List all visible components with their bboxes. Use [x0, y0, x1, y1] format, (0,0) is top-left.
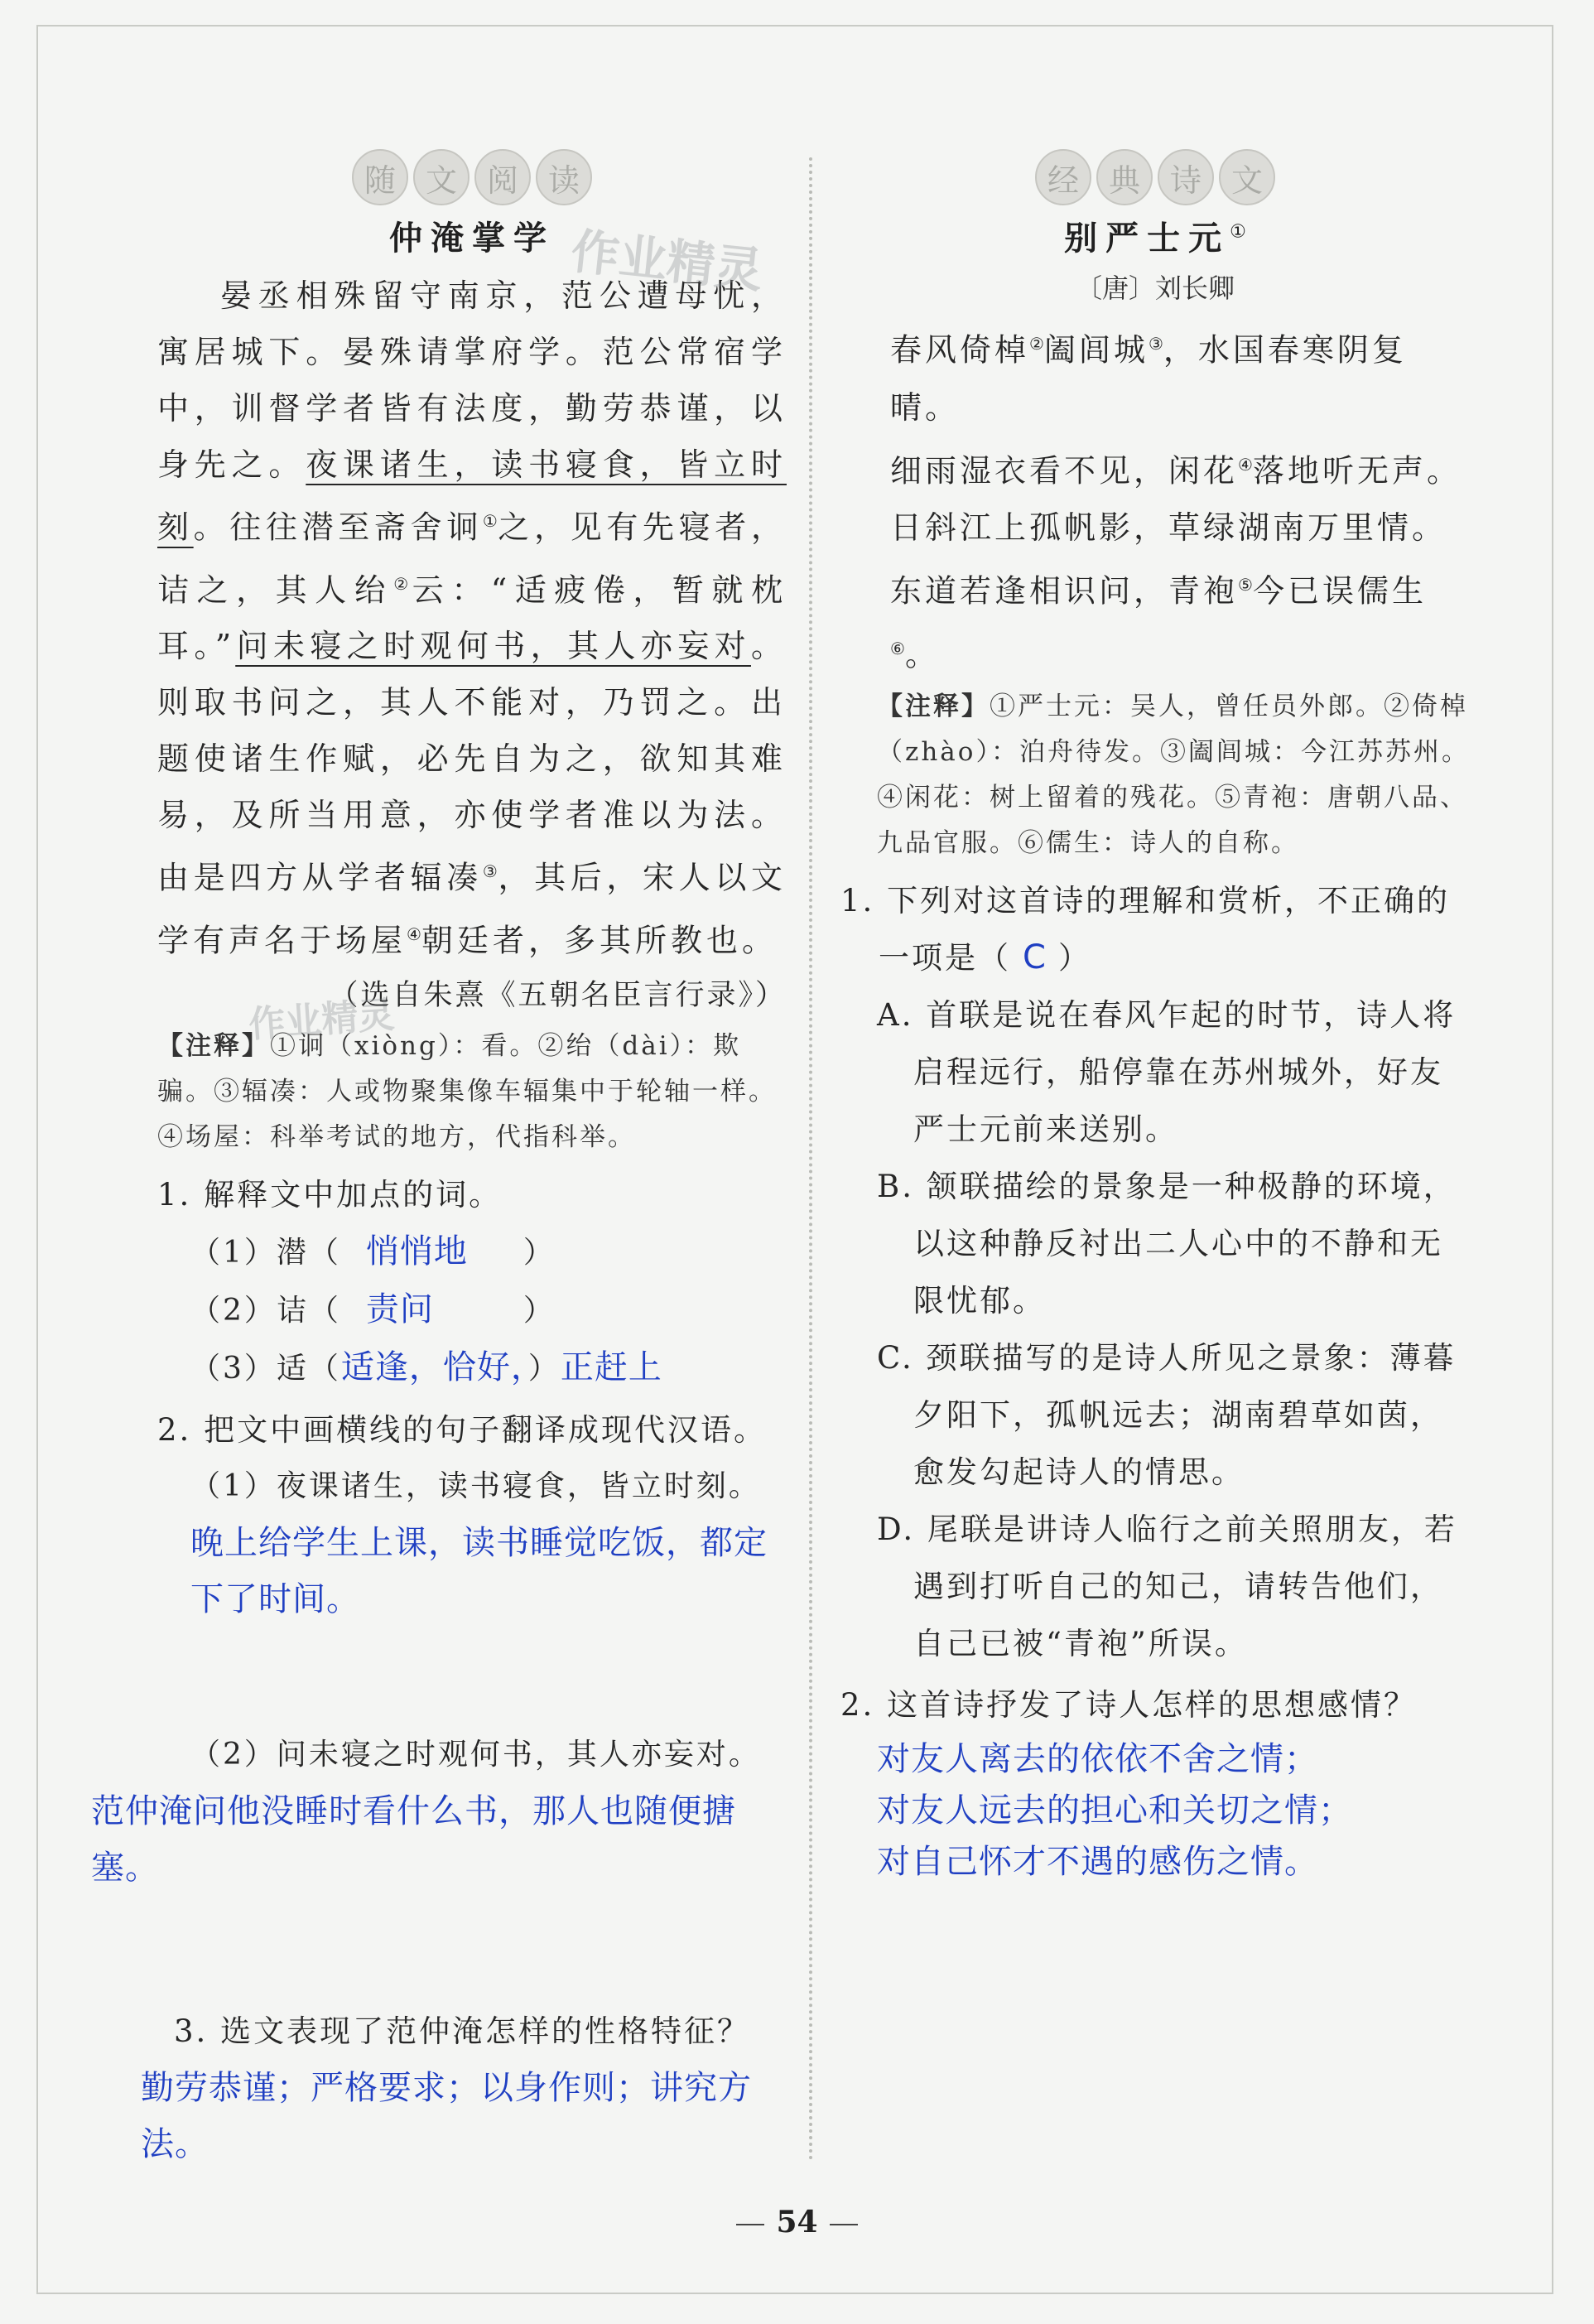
question-2-stem: 2. 把文中画横线的句子翻译成现代汉语。: [157, 1411, 768, 1448]
section-badge-classics: [840, 149, 1470, 207]
passage-text: 晏丞相殊留守南京，范公遭母忧，寓居城下。晏殊请掌府学。范公常宿学中，训督学者皆有法度，勤劳恭谨，以身先之。夜课诸生，读书寝食，皆立时刻。往往潜至斋舍诇①之，见有先寝者，诘之，其人绐②云：“适疲倦，暂就枕耳。”问未寝之时观何书，其人亦妄对。则取书问之，其人不能对，乃罚之。出题使诸生作赋，必先自为之，欲知其难易，及所当用意，亦使学者准以为法。由是四方从学者辐凑③，其后，宋人以文学有声名于场屋④朝廷者，多其所教也。: [157, 277, 787, 959]
badge-char: 随: [352, 149, 408, 205]
column-divider: [809, 157, 812, 2162]
poem-title: 别严士元①: [1064, 219, 1246, 258]
question-1-item-3: （3）适（适逢，恰好，）正赶上: [190, 1348, 662, 1386]
page-number: 54: [0, 2205, 1594, 2240]
watermark: 作业精灵: [247, 993, 396, 1047]
poem-line: 细雨湿衣看不见，闲花④落地听无声。: [890, 452, 1462, 489]
poem-line: 日斜江上孤帆影，草绿湖南万里情。: [890, 509, 1447, 547]
question-2-answer-line: 对自己怀才不遇的感伤之情。: [877, 1842, 1318, 1881]
option-c: C. 颈联描写的是诗人所见之景象：薄暮夕阳下，孤帆远去；湖南碧草如茵，愈发勾起诗人的情思。: [877, 1339, 1457, 1490]
badge-char: 诗: [1158, 149, 1214, 205]
question-2-answer-1: 晚上给学生上课，读书睡觉吃饭，都定下了时间。: [190, 1523, 768, 1618]
answer-fill: 适逢，恰好，: [340, 1348, 528, 1386]
question-1-item-1: （1）潜（ 悄悄地 ）: [157, 1223, 787, 1281]
option-b: B. 颔联描绘的景象是一种极静的环境，以这种静反衬出二人心中的不静和无限忧郁。: [877, 1168, 1457, 1319]
left-column: [91, 149, 787, 2172]
section-badge-reading: [157, 149, 787, 207]
question-1-stem: 1. 下列对这首诗的理解和赏析，不正确的一项是（ C ）: [840, 882, 1451, 976]
question-1-stem: 1. 解释文中加点的词。: [157, 1176, 503, 1213]
passage-notes: 【注释】①诇（xiòng）：看。②绐（dài）：欺骗。③辐凑：人或物聚集像车辐集中于轮轴一样。④场屋：科举考试的地方，代指科举。: [157, 1030, 777, 1152]
watermark: 作业精灵: [568, 223, 766, 299]
underlined-sentence-1: 夜课诸生，读书寝食，皆立时刻: [157, 446, 787, 546]
poem-line: 东道若逢相识问，青袍⑤今已误儒生⑥。: [890, 572, 1427, 673]
passage-title: 仲淹掌学: [389, 219, 555, 258]
question-2-answer-line: 对友人离去的依依不舍之情；: [877, 1739, 1318, 1778]
badge-char: 经: [1035, 149, 1091, 205]
underlined-sentence-2: 问未寝之时观何书，其人亦妄对: [235, 628, 751, 665]
answer-fill: 正赶上: [560, 1348, 662, 1386]
answer-choice: C: [1023, 938, 1047, 976]
question-2-sentence-1: （1）夜课诸生，读书寝食，皆立时刻。: [190, 1468, 761, 1503]
question-3-answer: 勤劳恭谨；严格要求；以身作则；讲究方法。: [141, 2068, 752, 2163]
right-column: [840, 149, 1470, 1888]
question-2-sentence-2: （2）问未寝之时观何书，其人亦妄对。: [190, 1737, 761, 1772]
poem-notes: 【注释】①严士元：吴人，曾任员外郎。②倚棹（zhào）：泊舟待发。③阖闾城：今江苏苏州。④闲花：树上留着的残花。⑤青袍：唐朝八品、九品官服。⑥儒生：诗人的自称。: [877, 691, 1470, 858]
option-a: A. 首联是说在春风乍起的时节，诗人将启程远行，船停靠在苏州城外，好友严士元前来送别。: [877, 996, 1457, 1147]
badge-char: 阅: [474, 149, 531, 205]
badge-char: 文: [1219, 149, 1275, 205]
question-2-answer-line: 对友人远去的担心和关切之情；: [877, 1791, 1352, 1830]
answer-fill: 责问: [365, 1290, 434, 1328]
question-3-stem: 3. 选文表现了范仲淹怎样的性格特征？: [174, 2013, 751, 2049]
poem-line: 春风倚棹②阖闾城③，水国春寒阴复晴。: [890, 331, 1407, 426]
passage-source: （选自朱熹《五朝名臣言行录》）: [329, 978, 787, 1012]
badge-char: 典: [1096, 149, 1153, 205]
question-2-stem: 2. 这首诗抒发了诗人怎样的思想感情？: [840, 1686, 1418, 1723]
option-d: D. 尾联是讲诗人临行之前关照朋友，若遇到打听自己的知己，请转告他们，自己已被“青袍”所误。: [877, 1511, 1457, 1661]
badge-char: 读: [536, 149, 592, 205]
poem-author: 〔唐〕刘长卿: [1075, 272, 1235, 304]
question-1-item-2: （2）诘（ 责问 ）: [157, 1281, 787, 1339]
answer-fill: 悄悄地: [365, 1232, 468, 1270]
badge-char: 文: [413, 149, 470, 205]
question-2-answer-2: 范仲淹问他没睡时看什么书，那人也随便搪塞。: [91, 1791, 736, 1887]
